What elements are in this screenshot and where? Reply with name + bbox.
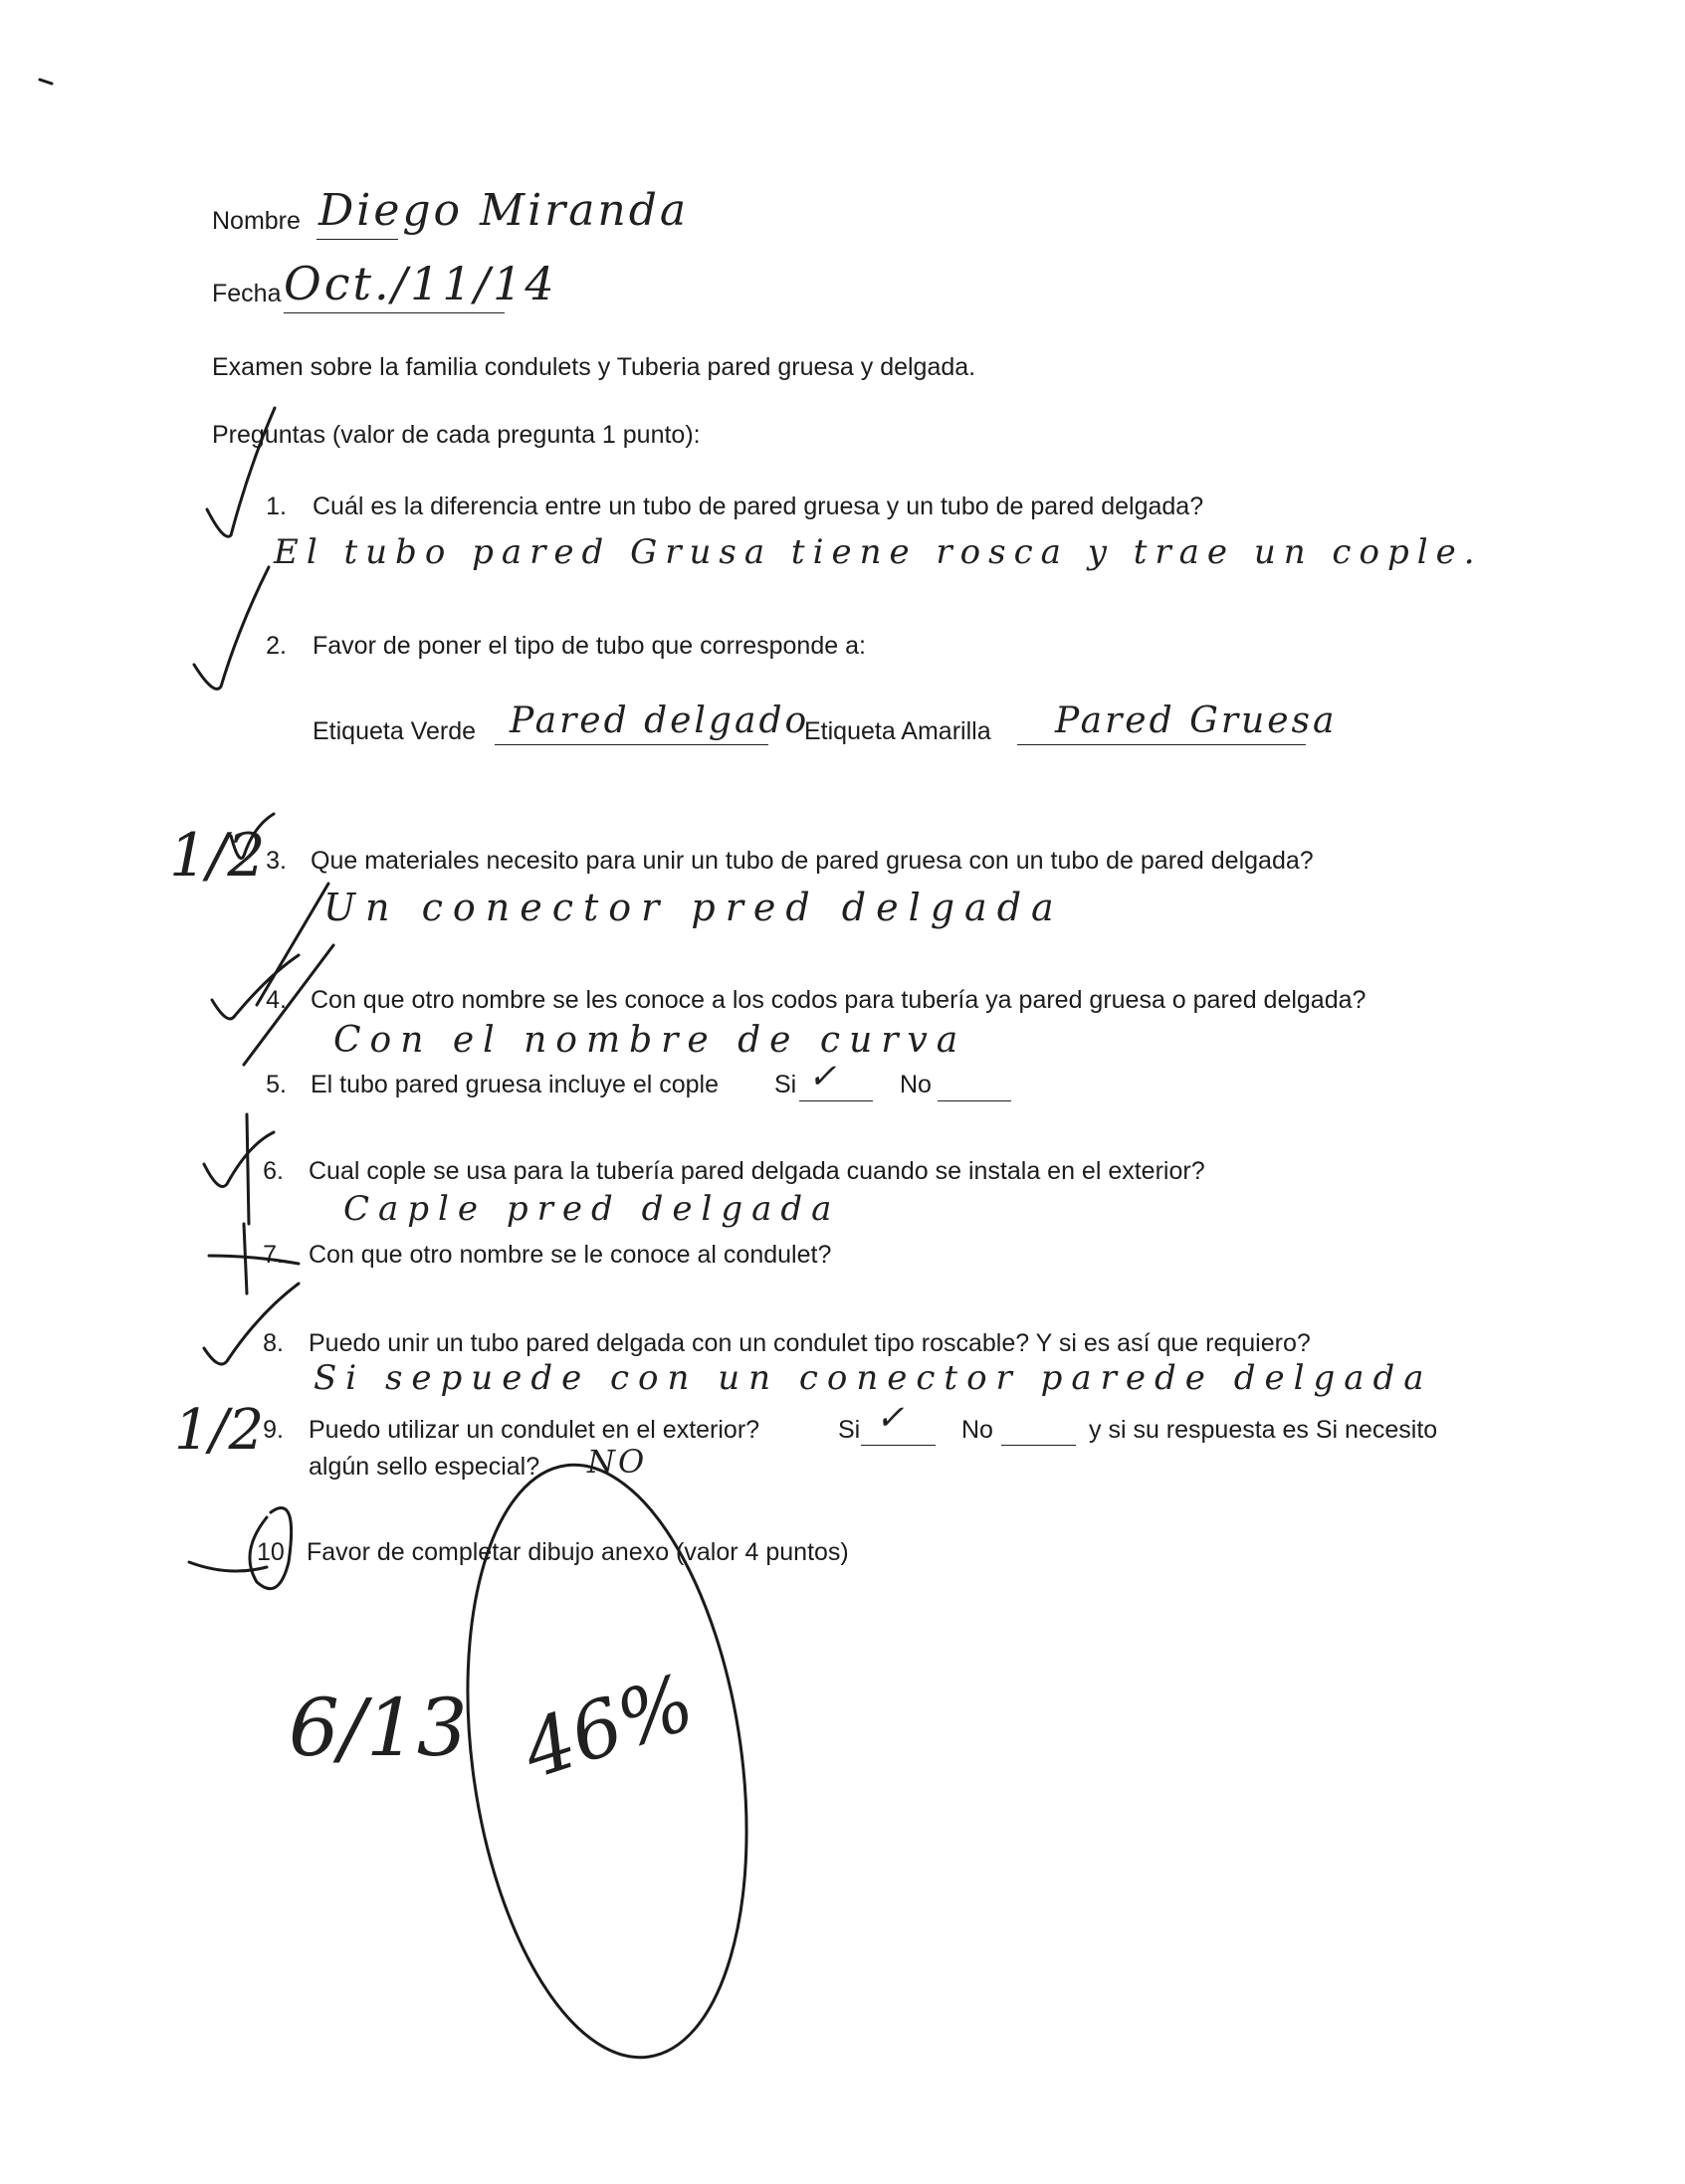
answer-yellow-handwritten: Pared Gruesa [1055, 700, 1338, 741]
question-text: Con que otro nombre se les conoce a los codos para tubería ya pared gruesa o pared delgada? [311, 986, 1367, 1014]
no-label: No [961, 1416, 993, 1444]
answer-handwritten: Si sepuede con un conector parede delgada [314, 1358, 1433, 1398]
si-label: Si [774, 1071, 797, 1098]
answer-handwritten: NO [587, 1443, 648, 1481]
label-yellow: Etiqueta Amarilla [804, 717, 991, 745]
question-number: 8. [263, 1329, 284, 1357]
percent-handwritten: 46% [513, 1658, 705, 1797]
answer-handwritten: Un conector pred delgada [323, 886, 1064, 929]
question-number: 10 [257, 1538, 285, 1566]
check-mark: ✓ [876, 1398, 908, 1438]
question-text: Que materiales necesito para unir un tubo de pared gruesa con un tubo de pared delgada? [311, 847, 1314, 875]
question-number: 1. [266, 493, 287, 520]
question-text: El tubo pared gruesa incluye el cople [311, 1071, 719, 1098]
question-number: 6. [263, 1157, 284, 1185]
answer-handwritten: Caple pred delgada [343, 1189, 841, 1229]
question-number: 3. [266, 847, 287, 875]
question-text-cont: y si su respuesta es Si necesito [1089, 1416, 1438, 1444]
name-handwritten: Diego Miranda [318, 185, 690, 236]
q3-points-handwritten: 1/2 [169, 821, 266, 891]
question-number: 4. [266, 986, 287, 1014]
question-number: 9. [263, 1416, 284, 1444]
name-label: Nombre [212, 207, 301, 235]
check-icon [194, 567, 269, 689]
check-mark: ✓ [808, 1057, 840, 1096]
label-green: Etiqueta Verde [313, 717, 477, 745]
question-text: Cuál es la diferencia entre un tubo de pared gruesa y un tubo de pared delgada? [313, 493, 1204, 520]
question-text: Puedo utilizar un condulet en el exterior? [309, 1416, 760, 1444]
si-label: Si [838, 1416, 861, 1444]
question-text: Con que otro nombre se le conoce al condulet? [309, 1241, 832, 1269]
q9-points-handwritten: 1/2 [174, 1398, 265, 1463]
instructions: Preguntas (valor de cada pregunta 1 punto): [212, 421, 701, 449]
score-fraction-handwritten: 6/13 [289, 1682, 468, 1774]
exam-title: Examen sobre la familia condulets y Tuberia pared gruesa y delgada. [212, 353, 976, 381]
answer-handwritten: Con el nombre de curva [333, 1020, 967, 1061]
answer-handwritten: El tubo pared Grusa tiene rosca y trae un cople. [274, 532, 1483, 572]
date-handwritten: Oct./11/14 [284, 257, 557, 310]
question-text-cont: algún sello especial? [309, 1453, 540, 1481]
question-number: 7. [263, 1241, 284, 1269]
question-number: 2. [266, 632, 287, 660]
date-label: Fecha [212, 280, 282, 307]
no-label: No [900, 1071, 932, 1098]
question-text: Favor de poner el tipo de tubo que corresponde a: [313, 632, 866, 660]
question-text: Cual cople se usa para la tubería pared delgada cuando se instala en el exterior? [309, 1157, 1205, 1185]
question-number: 5. [266, 1071, 287, 1098]
question-text: Puedo unir un tubo pared delgada con un condulet tipo roscable? Y si es así que requiero? [309, 1329, 1311, 1357]
answer-green-handwritten: Pared delgado [510, 700, 810, 741]
question-text: Favor de completar dibujo anexo (valor 4 puntos) [307, 1538, 849, 1566]
